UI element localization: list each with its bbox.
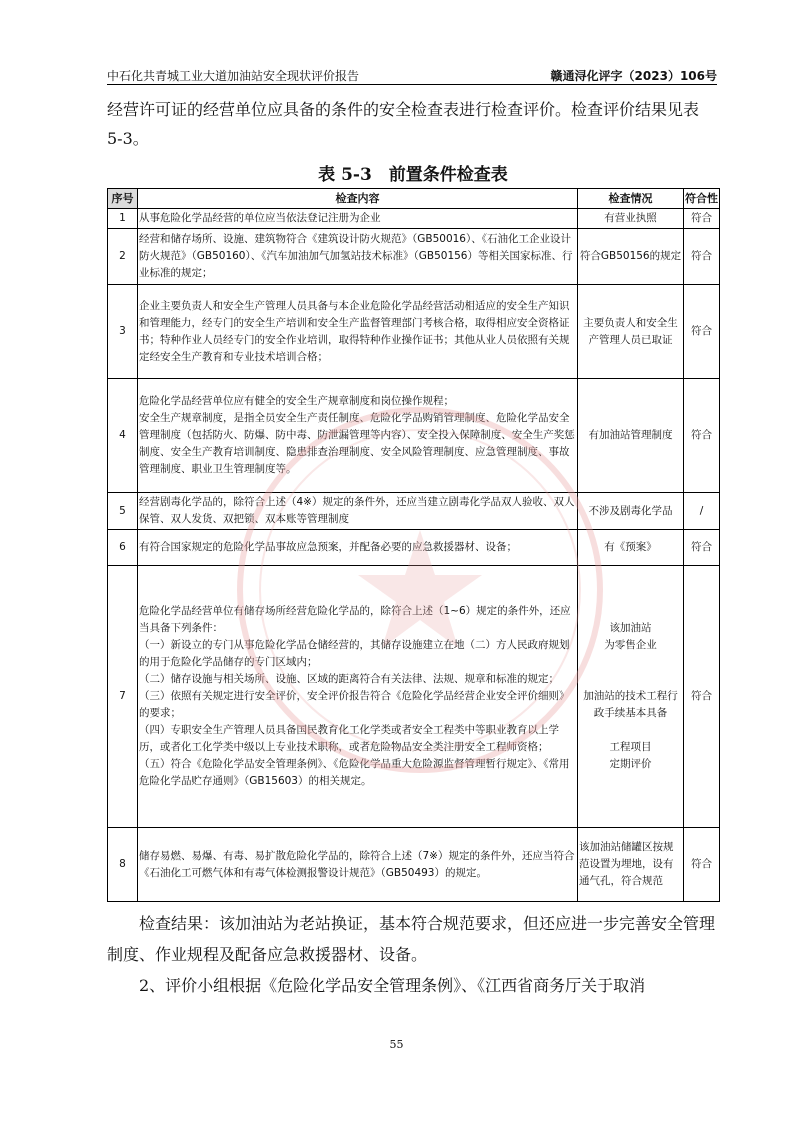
table-row bbox=[108, 566, 720, 828]
row-status: 该加油站储罐区按规范设置为埋地，设有通气孔，符合规范 bbox=[578, 828, 684, 902]
row-result: 符合 bbox=[684, 566, 720, 828]
evaluation-paragraph: 2、评价小组根据《危险化学品安全管理条例》、《江西省商务厅关于取消 bbox=[107, 976, 646, 995]
row-content: 危险化学品经营单位有储存场所经营危险化学品的，除符合上述（1~6）规定的条件外，还应当具备下列条件： （一）新设立的专门从事危险化学品仓储经营的，其储存设施建立在地（二）方人民政府规划的用于危险化学品储存的专门区域内； （二）储存设施与相关场所、设施、区域的距离符合有关法律、法规、规章和标准的规定； （三）依照有关规定进行安全评价，安全评价报告符合《危险化学品经营企业安全评价细则》的要求； （四）专职安全生产管理人员具备国民教育化工化学类或者安全工程类中等职业教育以上学历，或者化工化学类中级以上专业技术职称，或者危险物品安全类注册安全工程师资格； （五）符合《危险化学品安全管理条例》、《危险化学品重大危险源监督管理暂行规定》、《常用危险化学品贮存通则》（GB15603）的相关规定。 bbox=[138, 566, 578, 828]
col-header-no: 序号 bbox=[108, 189, 138, 209]
col-header-content: 检查内容 bbox=[138, 189, 578, 209]
table-row bbox=[108, 493, 720, 530]
row-no: 1 bbox=[108, 209, 138, 229]
row-status: 符合GB50156的规定 bbox=[578, 229, 684, 285]
row-content: 企业主要负责人和安全生产管理人员具备与本企业危险化学品经营活动相适应的安全生产知识和管理能力，经专门的安全生产培训和安全生产监督管理部门考核合格，取得相应安全资格证书；特种作业人员经专门的安全作业培训，取得特种作业操作证书；其他从业人员依照有关规定经安全生产教育和专业技术培训合格； bbox=[138, 285, 578, 379]
table-row bbox=[108, 379, 720, 493]
page-number: 55 bbox=[389, 1038, 404, 1051]
row-content: 从事危险化学品经营的单位应当依法登记注册为企业 bbox=[138, 209, 578, 229]
row-content: 经营和储存场所、设施、建筑物符合《建筑设计防火规范》（GB50016）、《石油化工企业设计防火规范》（GB50160）、《汽车加油加气加氢站技术标准》（GB50156）等相关国家标准、行业标准的规定； bbox=[138, 229, 578, 285]
header-report-number: 赣通浔化评字（2023）106号 bbox=[550, 69, 717, 83]
precondition-check-table bbox=[107, 188, 720, 902]
row-result: 符合 bbox=[684, 530, 720, 566]
row-content: 有符合国家规定的危险化学品事故应急预案，并配备必要的应急救援器材、设备； bbox=[138, 530, 578, 566]
col-header-status: 检查情况 bbox=[578, 189, 684, 209]
row-status: 有《预案》 bbox=[578, 530, 684, 566]
row-status: 该加油站 为零售企业 加油站的技术工程行政手续基本具备 工程项目 定期评价 bbox=[578, 566, 684, 828]
table-row bbox=[108, 209, 720, 229]
row-content: 储存易燃、易爆、有毒、易扩散危险化学品的，除符合上述（7※）规定的条件外，还应当符合《石油化工可燃气体和有毒气体检测报警设计规范》（GB50493）的规定。 bbox=[138, 828, 578, 902]
row-result: 符合 bbox=[684, 229, 720, 285]
row-content: 危险化学品经营单位应有健全的安全生产规章制度和岗位操作规程； 安全生产规章制度，是指全员安全生产责任制度、危险化学品购销管理制度、危险化学品安全管理制度（包括防火、防爆、防中毒、防泄漏管理等内容）、安全投入保障制度、安全生产奖惩制度、安全生产教育培训制度、隐患排查治理制度、安全风险管理制度、应急管理制度、事故管理制度、职业卫生管理制度等。 bbox=[138, 379, 578, 493]
row-no: 4 bbox=[108, 379, 138, 493]
check-result-paragraph: 检查结果：该加油站为老站换证，基本符合规范要求，但还应进一步完善安全管理制度、作业规程及配备应急救援器材、设备。 bbox=[107, 914, 716, 964]
table-caption: 表 5-3 前置条件检查表 bbox=[318, 165, 508, 185]
intro-paragraph: 经营许可证的经营单位应具备的条件的安全检查表进行检查评价。检查评价结果见表 5-3。 bbox=[107, 100, 700, 148]
row-status: 有加油站管理制度 bbox=[578, 379, 684, 493]
row-no: 8 bbox=[108, 828, 138, 902]
row-status: 主要负责人和安全生产管理人员已取证 bbox=[578, 285, 684, 379]
table-header-row bbox=[108, 189, 720, 209]
table-row bbox=[108, 530, 720, 566]
table-row bbox=[108, 285, 720, 379]
row-no: 6 bbox=[108, 530, 138, 566]
row-result: 符合 bbox=[684, 285, 720, 379]
table-row bbox=[108, 828, 720, 902]
col-header-result: 符合性 bbox=[684, 189, 720, 209]
row-no: 3 bbox=[108, 285, 138, 379]
row-result: 符合 bbox=[684, 379, 720, 493]
row-result: / bbox=[684, 493, 720, 530]
page-header bbox=[107, 66, 717, 85]
row-no: 5 bbox=[108, 493, 138, 530]
table-row bbox=[108, 229, 720, 285]
row-no: 2 bbox=[108, 229, 138, 285]
row-result: 符合 bbox=[684, 828, 720, 902]
row-content: 经营剧毒化学品的，除符合上述（4※）规定的条件外，还应当建立剧毒化学品双人验收、双人保管、双人发货、双把锁、双本账等管理制度 bbox=[138, 493, 578, 530]
row-no: 7 bbox=[108, 566, 138, 828]
row-status: 有营业执照 bbox=[578, 209, 684, 229]
row-status: 不涉及剧毒化学品 bbox=[578, 493, 684, 530]
row-result: 符合 bbox=[684, 209, 720, 229]
header-report-title: 中石化共青城工业大道加油站安全现状评价报告 bbox=[107, 69, 360, 83]
